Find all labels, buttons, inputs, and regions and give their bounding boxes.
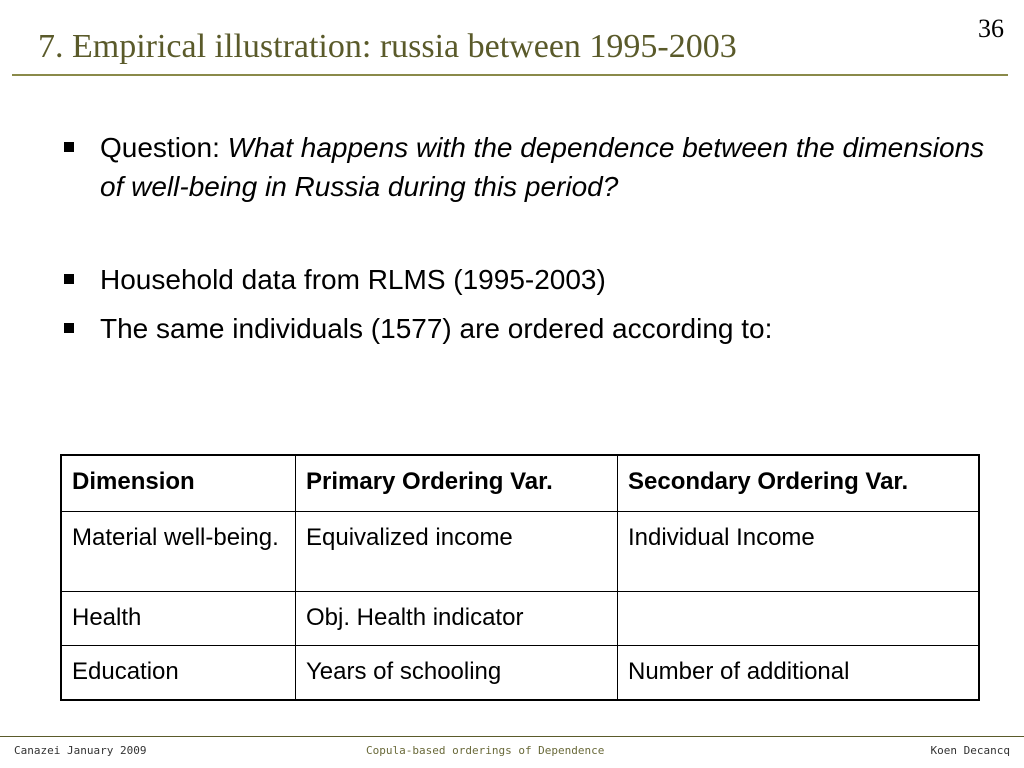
table-cell <box>618 592 980 646</box>
table-row <box>61 646 979 701</box>
slide-number: 36 <box>978 14 1004 43</box>
bullet-marker <box>64 323 74 333</box>
footer-presentation-title: Copula-based orderings of Dependence <box>366 744 605 757</box>
footer-divider <box>0 736 1024 737</box>
table-header-row <box>61 455 979 512</box>
table-cell: Health <box>61 592 296 646</box>
slide-title: 7. Empirical illustration: russia between 1995-2003 <box>38 28 737 65</box>
header-dimension: Dimension <box>61 455 296 512</box>
table-cell: Material well-being. <box>61 512 296 592</box>
table-cell: Number of additional <box>618 646 980 701</box>
bullet-text: The same individuals (1577) are ordered according to: <box>100 313 773 344</box>
title-divider <box>12 74 1008 76</box>
bullet-marker <box>64 142 74 152</box>
table-cell: Years of schooling <box>296 646 618 701</box>
bullet-list <box>62 128 1002 348</box>
table-row <box>61 512 979 592</box>
table-cell: Equivalized income <box>296 512 618 592</box>
ordering-variables-table <box>60 454 980 701</box>
table-cell: Individual Income <box>618 512 980 592</box>
question-prefix: Question: <box>100 132 228 163</box>
header-primary-ordering: Primary Ordering Var. <box>296 455 618 512</box>
bullet-text: Household data from RLMS (1995-2003) <box>100 264 606 295</box>
bullet-same-individuals <box>62 309 1002 348</box>
table-cell: Education <box>61 646 296 701</box>
table-row <box>61 592 979 646</box>
table-cell: Obj. Health indicator <box>296 592 618 646</box>
footer-author: Koen Decancq <box>930 744 1010 757</box>
header-secondary-ordering: Secondary Ordering Var. <box>618 455 980 512</box>
footer-date: Canazei January 2009 <box>14 744 147 757</box>
bullet-marker <box>64 274 74 284</box>
bullet-question <box>62 128 1002 206</box>
bullet-household-data <box>62 260 1002 299</box>
question-text: What happens with the dependence between the dimensions of well-being in Russia during this period? <box>100 132 985 202</box>
